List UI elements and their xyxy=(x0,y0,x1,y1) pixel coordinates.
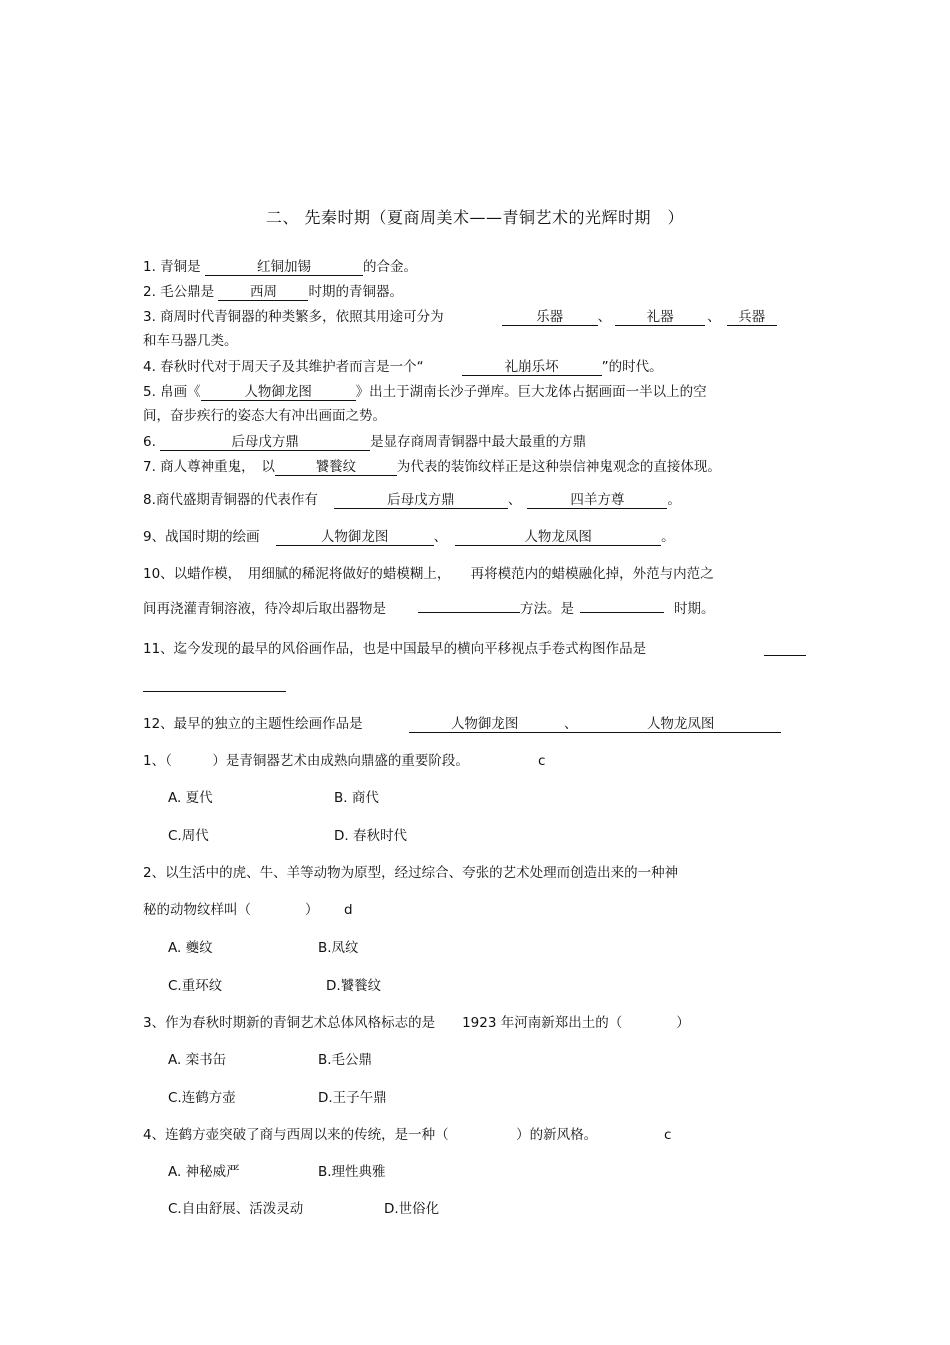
choice-question-4: 4、连鹤方壶突破了商与西周以来的传统，是一种（ ）的新风格。 xyxy=(143,1127,598,1143)
option-a: A. 夏代 xyxy=(168,790,213,806)
question-5-continued: 间，奋步疾行的姿态大有冲出画面之势。 xyxy=(143,408,386,424)
option-a: A. 神秘威严 xyxy=(168,1164,240,1180)
option-b: B.理性典雅 xyxy=(318,1164,386,1180)
answer-blank: 后母戊方鼎 xyxy=(160,435,370,451)
answer-blank: 乐器 xyxy=(502,310,598,326)
option-a: A. 夔纹 xyxy=(168,940,213,956)
question-6: 6. 后母戊方鼎 是显存商周青铜器中最大最重的方鼎 xyxy=(143,434,587,450)
question-10: 10、以蜡作模， 用细腻的稀泥将做好的蜡模糊上， 再将模范内的蜡模融化掉，外范与内范之 xyxy=(143,566,714,582)
question-5: 5. 帛画《 人物御龙图 》出土于湖南长沙子弹库。巨大龙体占据画面一半以上的空 xyxy=(143,384,707,400)
answer-blank xyxy=(143,691,286,692)
option-d: D. 春秋时代 xyxy=(334,828,407,844)
answer-blank: 人物御龙图 xyxy=(276,530,434,546)
question-12: 12、最早的独立的主题性绘画作品是 人物御龙图 、 人物龙凤图 xyxy=(143,715,781,733)
answer-blank xyxy=(580,612,664,613)
question-7: 7. 商人尊神重鬼， 以 饕餮纹 为代表的装饰纹样正是这种崇信神鬼观念的直接体现。 xyxy=(143,459,721,475)
question-3: 3. 商周时代青铜器的种类繁多，依照其用途可分为 乐器 、 礼器 、 兵器 xyxy=(143,308,777,326)
question-9: 9、战国时期的绘画 人物御龙图 、 人物龙凤图 。 xyxy=(143,529,675,545)
option-d: D.王子午鼎 xyxy=(318,1090,387,1106)
handwritten-answer: c xyxy=(538,753,546,769)
answer-blank xyxy=(764,655,806,656)
choice-question-3: 3、作为春秋时期新的青铜艺术总体风格标志的是 1923 年河南新郑出土的（ ） xyxy=(143,1015,690,1031)
answer-blank: 后母戊方鼎 xyxy=(334,493,508,509)
question-11: 11、迄今发现的最早的风俗画作品，也是中国最早的横向平移视点手卷式构图作品是 xyxy=(143,641,647,657)
question-3-continued: 和车马器几类。 xyxy=(143,333,238,349)
answer-blank: 人物龙凤图 xyxy=(581,717,781,733)
choice-question-2: 2、以生活中的虎、牛、羊等动物为原型，经过综合、夸张的艺术处理而创造出来的一种神 xyxy=(143,865,679,881)
answer-blank: 人物龙凤图 xyxy=(455,530,661,546)
option-b: B.毛公鼎 xyxy=(318,1052,373,1068)
question-10-continued: 间再浇灌青铜溶液，待冷却后取出器物是 方法。是 时期。 xyxy=(143,601,715,617)
answer-blank: 人物御龙图 xyxy=(409,717,561,733)
answer-blank: 礼器 xyxy=(615,310,705,326)
answer-blank: 西周 xyxy=(218,285,308,301)
question-8: 8.商代盛期青铜器的代表作有 后母戊方鼎 、 四羊方尊 。 xyxy=(143,492,681,508)
handwritten-answer: d xyxy=(344,902,353,918)
option-b: B.凤纹 xyxy=(318,940,359,956)
handwritten-answer: c xyxy=(664,1127,672,1143)
answer-blank: 红铜加锡 xyxy=(205,260,363,276)
option-b: B. 商代 xyxy=(334,790,379,806)
question-1: 1. 青铜是 红铜加锡 的合金。 xyxy=(143,259,417,275)
answer-blank: 人物御龙图 xyxy=(201,385,356,401)
option-c: C.周代 xyxy=(168,828,209,844)
answer-blank: 兵器 xyxy=(727,310,777,326)
section-title: 二、 先秦时期（夏商周美术——青铜艺术的光辉时期 ） xyxy=(265,208,685,227)
option-d: D.世俗化 xyxy=(384,1201,440,1217)
answer-blank: 礼崩乐坏 xyxy=(462,360,602,376)
choice-question-1: 1、（ ）是青铜器艺术由成熟向鼎盛的重要阶段。 xyxy=(143,753,469,769)
option-d: D.饕餮纹 xyxy=(326,978,382,994)
choice-question-2-continued: 秘的动物纹样叫（ ） xyxy=(143,902,319,918)
answer-blank: 饕餮纹 xyxy=(275,460,397,476)
option-c: C.连鹤方壶 xyxy=(168,1090,236,1106)
option-c: C.重环纹 xyxy=(168,978,223,994)
option-c: C.自由舒展、活泼灵动 xyxy=(168,1201,304,1217)
question-2: 2. 毛公鼎是 西周 时期的青铜器。 xyxy=(143,284,403,300)
question-4: 4. 春秋时代对于周天子及其维护者而言是一个“ 礼崩乐坏 ”的时代。 xyxy=(143,359,663,375)
option-a: A. 栾书缶 xyxy=(168,1052,227,1068)
answer-blank: 四羊方尊 xyxy=(527,493,667,509)
answer-blank xyxy=(418,612,520,613)
